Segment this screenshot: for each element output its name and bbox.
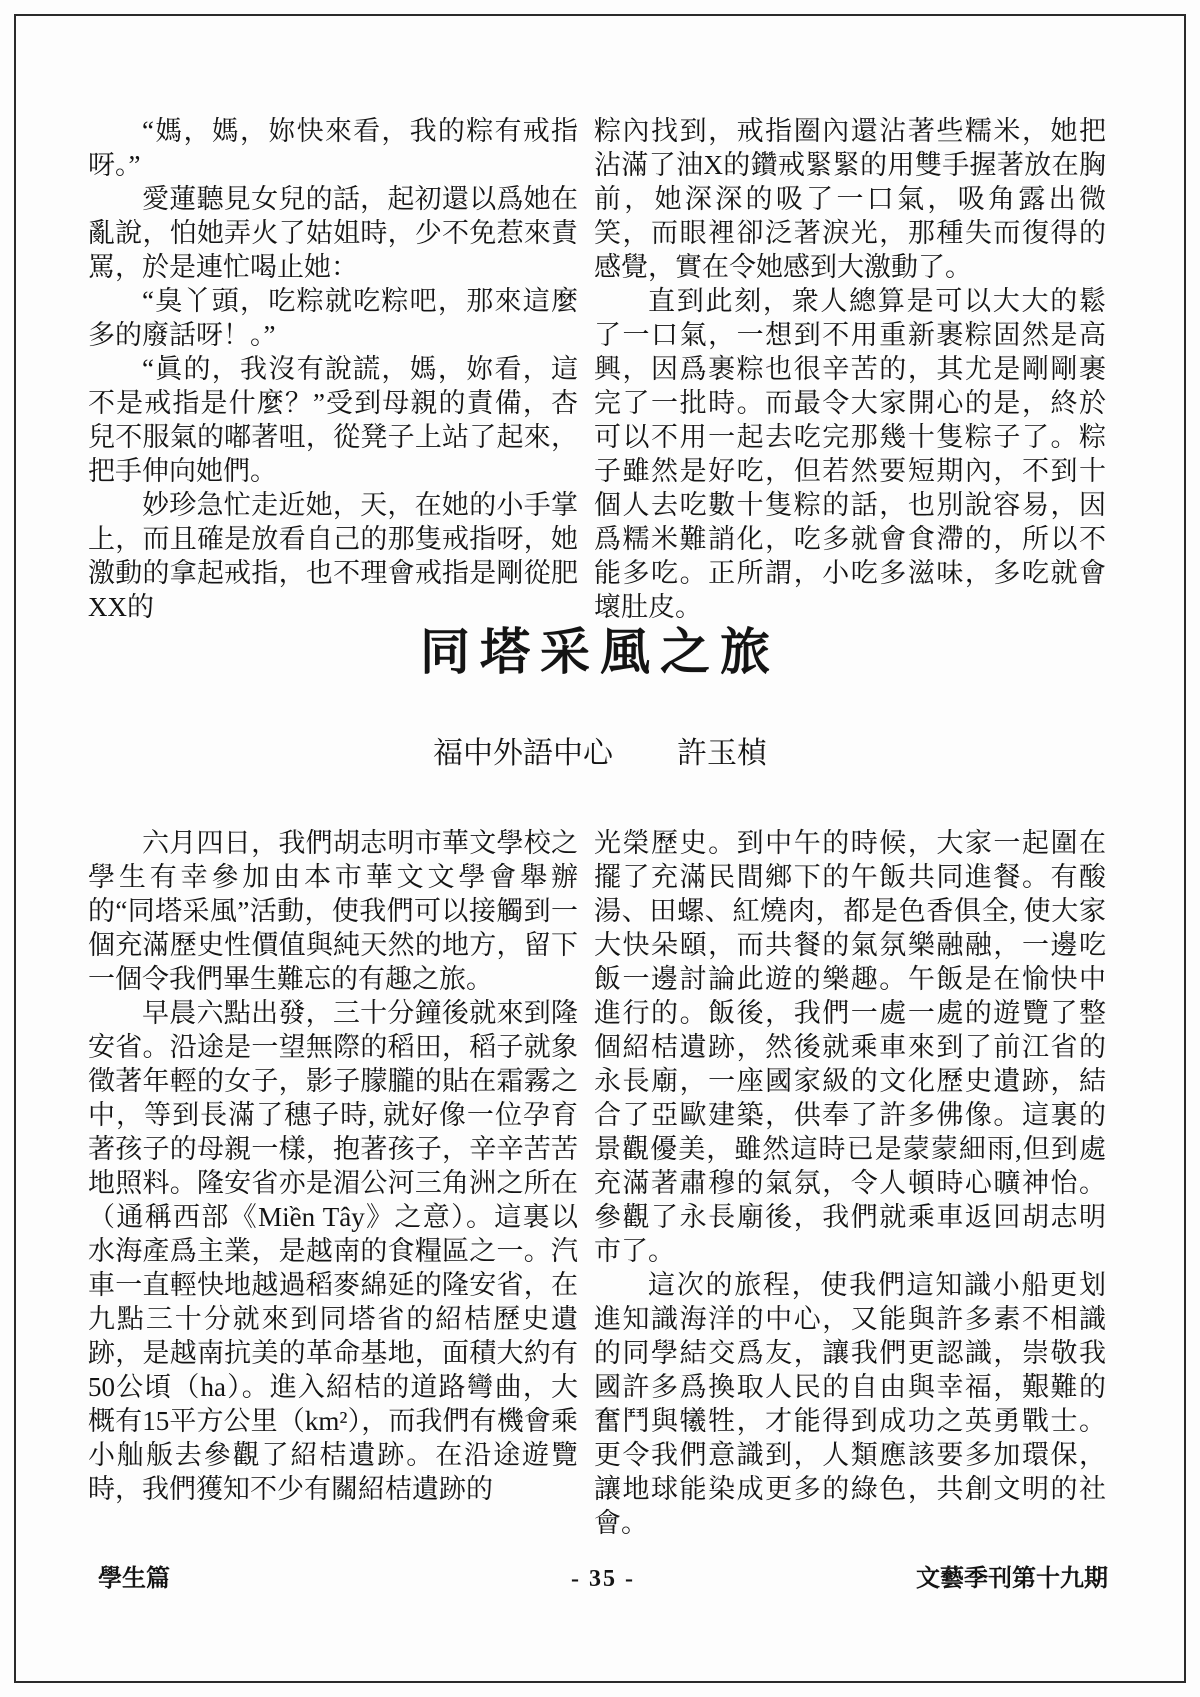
paragraph: 愛蓮聽見女兒的話，起初還以爲她在亂說，怕她弄火了姑姐時，少不免惹來責罵，於是連忙喝止她： (88, 184, 578, 282)
paragraph: 光榮歷史。到中午的時候，大家一起圍在擺了充滿民間鄉下的午飯共同進餐。有酸湯、田螺、紅燒肉，都是色香俱全, 使大家大快朵頤，而共餐的氣氛樂融融，一邊吃飯一邊討論此遊的樂趣。午飯是在愉快中進行的。飯後，我們一處一處的遊覽了整個紹桔遺跡，然後就乘車來到了前江省的永長廟，一座國家級的文化歷史遺跡，結合了亞歐建築，供奉了許多佛像。這裏的景觀優美，雖然這時已是蒙蒙細雨,但到處充滿著肅穆的氣氛，令人頓時心曠神怡。參觀了永長廟後，我們就乘車返回胡志明市了。 (594, 828, 1106, 1266)
paragraph: “媽，媽，妳快來看，我的粽有戒指呀。” (88, 116, 578, 180)
paragraph: 六月四日，我們胡志明市華文學校之學生有幸參加由本市華文文學會舉辦的“同塔采風”活動，使我們可以接觸到一個充滿歷史性價值與純天然的地方，留下一個令我們畢生難忘的有趣之旅。 (88, 828, 578, 994)
story-column-left (88, 114, 578, 624)
paragraph: “臭丫頭，吃粽就吃粽吧，那來這麼多的廢話呀！。” (88, 286, 578, 350)
article-column-right (594, 826, 1106, 1540)
article-byline (0, 736, 1200, 772)
story-continuation-section (88, 114, 1106, 624)
story-column-right (594, 114, 1106, 624)
paragraph: 這次的旅程，使我們這知識小船更划進知識海洋的中心，又能與許多素不相識的同學結交爲友，讓我們更認識，崇敬我國許多爲換取人民的自由與幸福，艱難的奮鬥與犧牲，才能得到成功之英勇戰士。更令我們意識到，人類應該要多加環保，讓地球能染成更多的綠色，共創文明的社會。 (594, 1270, 1106, 1538)
article-body-section (88, 826, 1106, 1540)
byline-organization: 福中外語中心 (433, 737, 613, 770)
paragraph: 粽內找到，戒指圈內還沾著些糯米，她把沾滿了油X的鑽戒緊緊的用雙手握著放在胸前，她深深的吸了一口氣，吸角露出微笑，而眼裡卻泛著淚光，那種失而復得的感覺，實在令她感到大激動了。 (594, 116, 1106, 282)
page-footer (98, 1558, 1108, 1593)
article-title: 同塔采風之旅 (420, 624, 780, 680)
paragraph: 妙珍急忙走近她，天，在她的小手掌上，而且確是放看自己的那隻戒指呀，她激動的拿起戒指，也不理會戒指是剛從肥XX的 (88, 490, 578, 622)
paragraph: 早晨六點出發，三十分鐘後就來到隆安省。沿途是一望無際的稻田，稻子就象徵著年輕的女子，影子朦朧的貼在霜霧之中，等到長滿了穗子時, 就好像一位孕育著孩子的母親一樣，抱著孩子，辛辛苦苦地照料。隆安省亦是湄公河三角洲之所在（通稱西部《Miền Tây》之意）。這裏以水海產爲主業，是越南的食糧區之一。汽車一直輕快地越過稻麥綿延的隆安省，在九點三十分就來到同塔省的紹桔歷史遺跡，是越南抗美的革命基地，面積大約有50公頃（ha）。進入紹桔的道路彎曲，大概有15平方公里（km²），而我們有機會乘小舢舨去參觀了紹桔遺跡。在沿途遊覽時，我們獲知不少有關紹桔遺跡的 (88, 998, 578, 1504)
article-column-left (88, 826, 578, 1540)
footer-journal-title: 文藝季刊第十九期 (916, 1566, 1109, 1592)
footer-section-label: 學生篇 (98, 1566, 170, 1592)
paragraph: “眞的，我沒有說謊，媽，妳看，這不是戒指是什麼？”受到母親的責備，杏兒不服氣的嘟著咀，從凳子上站了起來，把手伸向她們。 (88, 354, 578, 486)
paragraph: 直到此刻，衆人總算是可以大大的鬆了一口氣，一想到不用重新裹粽固然是高興，因爲裹粽也很辛苦的，其尤是剛剛裹完了一批時。而最令大家開心的是，終於可以不用一起去吃完那幾十隻粽子了。粽子雖然是好吃，但若然要短期內，不到十個人去吃數十隻粽的話，也別說容易，因爲糯米難誚化，吃多就會食滯的，所以不能多吃。正所謂，小吃多滋味，多吃就會壞肚皮。 (594, 286, 1106, 622)
footer-page-number: - 35 - (571, 1566, 635, 1592)
byline-author: 許玉楨 (677, 737, 767, 770)
